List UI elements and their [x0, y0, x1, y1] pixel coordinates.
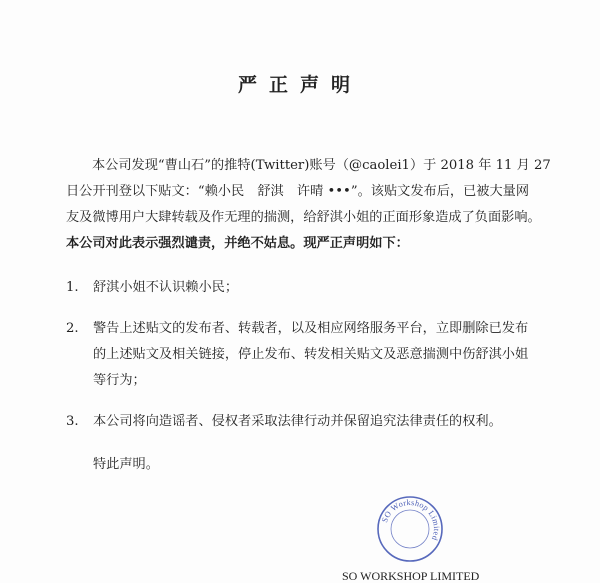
item-number: 2. [66, 321, 79, 336]
company-name: SO WORKSHOP LIMITED [342, 569, 480, 583]
item-number: 1. [66, 280, 79, 295]
company-seal-stamp [376, 495, 444, 563]
item-line: 舒淇小姐不认识赖小民； [93, 280, 239, 295]
intro-bold-line: 本公司对此表示强烈谴责，并绝不姑息。现严正声明如下： [66, 236, 409, 251]
svg-text:SO Workshop Limited: SO Workshop Limited [380, 497, 442, 542]
intro-line: 日公开刊登以下贴文：“赖小民 舒淇 许晴 •••”。该贴文发布后，已被大量网 [66, 184, 530, 199]
statement-title: 严正声明 [237, 74, 362, 96]
item-number: 3. [66, 414, 79, 429]
intro-line: 本公司发现“曹山石”的推特(Twitter)账号（@caolei1）于 2018 年 11 月 27 [92, 158, 551, 173]
intro-line: 友及微博用户大肆转载及作无理的揣测，给舒淇小姐的正面形象造成了负面影响。 [66, 210, 541, 225]
closing-text: 特此声明。 [93, 457, 159, 472]
item-line: 本公司将向造谣者、侵权者采取法律行动并保留追究法律责任的权利。 [93, 414, 502, 429]
item-text [93, 409, 548, 435]
item-line: 警告上述贴文的发布者、转载者，以及相应网络服务平台，立即删除已发布 [93, 321, 529, 336]
item-line: 等行为； [93, 373, 146, 388]
item-text [93, 316, 548, 394]
intro-paragraph [66, 153, 551, 257]
item-line: 的上述贴文及相关链接，停止发布、转发相关贴文及恶意揣测中伤舒淇小姐 [93, 347, 529, 362]
item-text [93, 275, 548, 301]
